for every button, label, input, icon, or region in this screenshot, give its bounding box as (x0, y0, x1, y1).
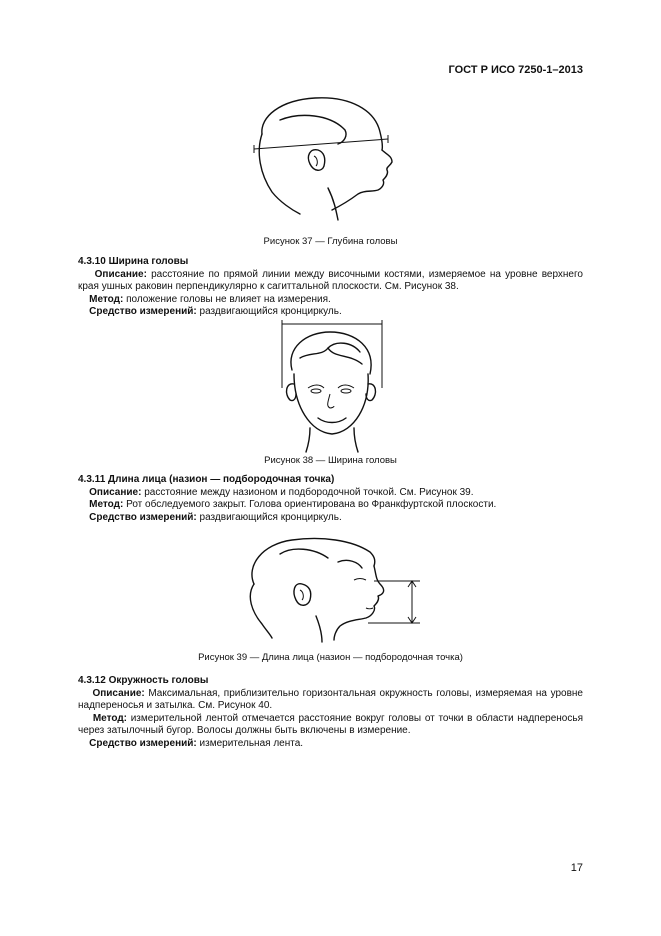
figure-37-caption: Рисунок 37 — Глубина головы (263, 236, 398, 247)
document-code: ГОСТ Р ИСО 7250-1–2013 (448, 64, 583, 76)
figure-39-caption: Рисунок 39 — Длина лица (назион — подбородочная точка) (198, 652, 463, 663)
face-profile-illustration (240, 532, 425, 644)
section-title: 4.3.12 Окружность головы (78, 675, 209, 686)
section-title: 4.3.11 Длина лица (назион — подбородочная точка) (78, 474, 335, 485)
section-method: Метод: положение головы не влияет на измерения. (89, 293, 331, 305)
section-title: 4.3.10 Ширина головы (78, 256, 189, 267)
section-method: Метод: измерительной лентой отмечается расстояние вокруг головы от точки в области надпереносья через затылочный бугор. Волосы должны быть включены в измерение. (78, 712, 583, 736)
figure-38-head-width (270, 318, 390, 453)
section-4-3-11 (78, 474, 583, 524)
head-profile-illustration (240, 92, 410, 222)
section-4-3-12 (78, 675, 583, 750)
page-number: 17 (570, 862, 583, 874)
section-description: Описание: расстояние между назионом и подбородочной точкой. См. Рисунок 39. (89, 486, 474, 498)
section-tool: Средство измерений: раздвигающийся кронциркуль. (89, 511, 342, 523)
section-tool: Средство измерений: раздвигающийся кронциркуль. (89, 306, 342, 317)
head-front-illustration (270, 318, 390, 453)
section-method: Метод: Рот обследуемого закрыт. Голова ориентирована во Франкфуртской плоскости. (89, 499, 497, 510)
figure-38-caption: Рисунок 38 — Ширина головы (264, 455, 397, 466)
section-tool: Средство измерений: измерительная лента. (89, 737, 304, 749)
section-description: Описание: расстояние по прямой линии между височными костями, измеряемое на уровне верхнего края ушных раковин перпендикулярно к сагиттальной плоскости. См. Рисунок 38. (78, 268, 583, 292)
section-description: Описание: Максимальная, приблизительно горизонтальная окружность головы, измеряемая на уровне надпереносья и затылка. См. Рисунок 40. (78, 687, 583, 711)
figure-37-head-depth (240, 92, 410, 222)
figure-39-face-length (240, 532, 425, 644)
section-4-3-10 (78, 256, 583, 319)
